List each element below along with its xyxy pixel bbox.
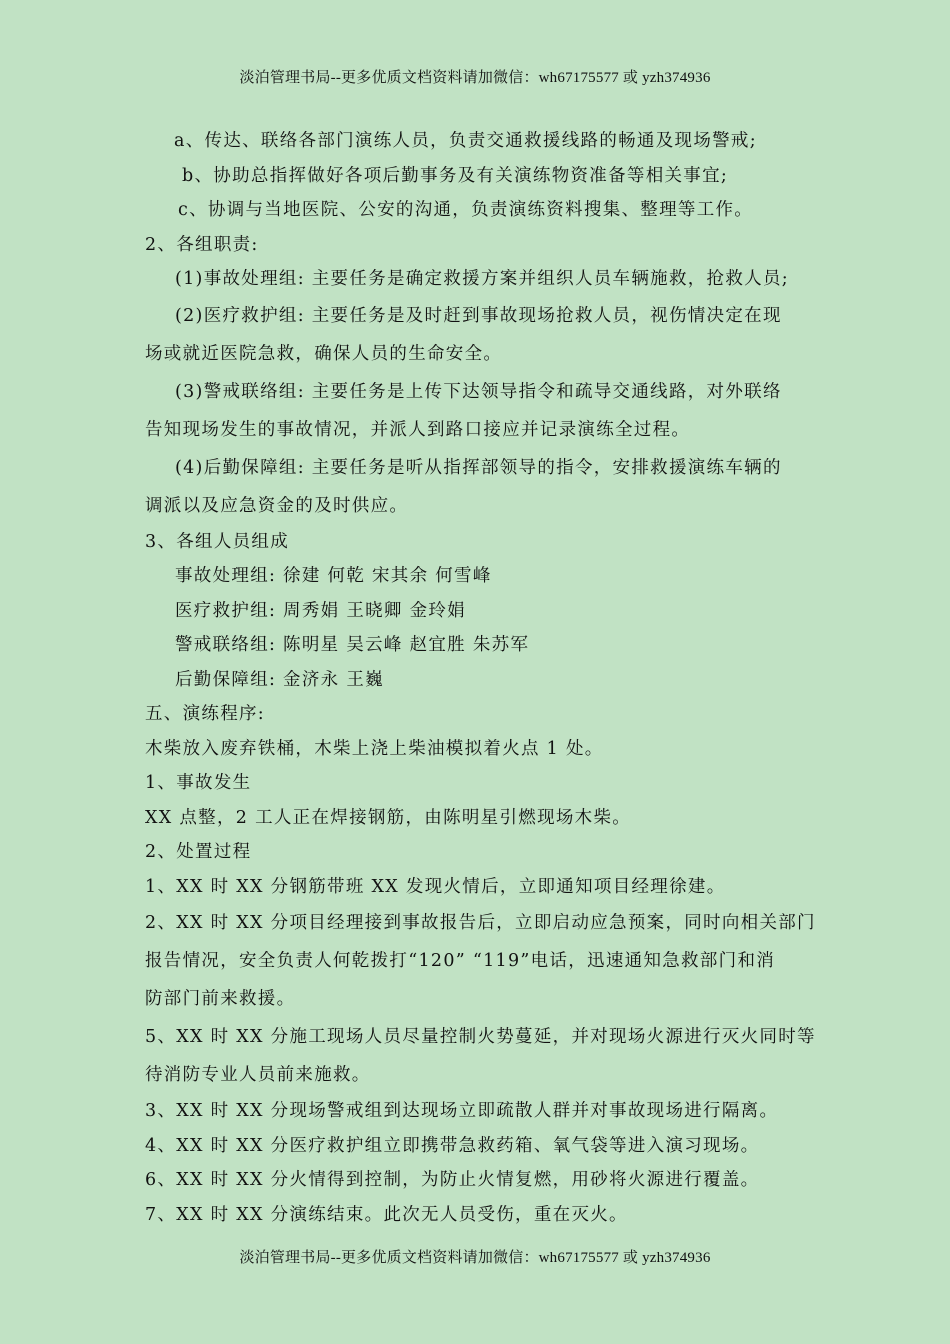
paragraph-line: XX 点整，2 工人正在焊接钢筋，由陈明星引燃现场木柴。 [145, 807, 632, 828]
paragraph-line: 告知现场发生的事故情况，并派人到路口接应并记录演练全过程。 [145, 419, 691, 440]
team-members-line: 警戒联络组: 陈明星 吴云峰 赵宜胜 朱苏军 [175, 635, 530, 655]
section-heading: 3、各组人员组成 [145, 531, 290, 552]
procedure-step: 报告情况，安全负责人何乾拨打“120” “119”电话，迅速通知急救部门和消 [145, 951, 776, 971]
section-heading: 五、演练程序: [145, 704, 265, 724]
paragraph-line: (1)事故处理组: 主要任务是确定救援方案并组织人员车辆施救，抢救人员; [175, 269, 789, 289]
paragraph-line: 场或就近医院急救，确保人员的生命安全。 [145, 343, 503, 364]
procedure-step: 3、XX 时 XX 分现场警戒组到达现场立即疏散人群并对事故现场进行隔离。 [145, 1101, 779, 1121]
paragraph-line: (3)警戒联络组: 主要任务是上传下达领导指令和疏导交通线路，对外联络 [175, 381, 782, 402]
paragraph-line: 调派以及应急资金的及时供应。 [145, 495, 409, 516]
document-body [145, 124, 816, 1232]
team-members-line: 事故处理组: 徐建 何乾 宋其余 何雪峰 [175, 566, 492, 586]
procedure-step: 1、XX 时 XX 分钢筋带班 XX 发现火情后，立即通知项目经理徐建。 [145, 876, 726, 897]
paragraph-line: 木柴放入废弃铁桶，木柴上浇上柴油模拟着火点 1 处。 [145, 738, 604, 759]
section-heading: 2、各组职责: [145, 234, 259, 255]
duty-item-a: a、传达、联络各部门演练人员，负责交通救援线路的畅通及现场警戒; [174, 131, 757, 151]
team-members-line: 后勤保障组: 金济永 王巍 [175, 669, 384, 690]
duty-item-c: c、协调与当地医院、公安的沟通，负责演练资料搜集、整理等工作。 [178, 200, 754, 220]
procedure-step: 2、XX 时 XX 分项目经理接到事故报告后，立即启动应急预案，同时向相关部门 [145, 913, 816, 933]
procedure-step: 防部门前来救援。 [145, 989, 296, 1009]
paragraph-line: (2)医疗救护组: 主要任务是及时赶到事故现场抢救人员，视伤情决定在现 [175, 305, 782, 326]
procedure-step: 4、XX 时 XX 分医疗救护组立即携带急救药箱、氧气袋等进入演习现场。 [145, 1135, 760, 1156]
procedure-step: 5、XX 时 XX 分施工现场人员尽量控制火势蔓延，并对现场火源进行灭火同时等 [145, 1027, 816, 1047]
team-members-line: 医疗救护组: 周秀娟 王晓卿 金玲娟 [175, 600, 466, 621]
page-header-watermark: 淡泊管理书局--更多优质文档资料请加微信：wh67175577 或 yzh374936 [239, 70, 711, 86]
paragraph-line: (4)后勤保障组: 主要任务是听从指挥部领导的指令，安排救援演练车辆的 [175, 457, 782, 478]
section-heading: 2、处置过程 [145, 842, 252, 862]
procedure-step: 待消防专业人员前来施救。 [145, 1065, 371, 1085]
duty-item-b: b、协助总指挥做好各项后勤事务及有关演练物资准备等相关事宜; [182, 165, 729, 186]
procedure-step: 7、XX 时 XX 分演练结束。此次无人员受伤，重在灭火。 [145, 1204, 628, 1225]
section-heading: 1、事故发生 [145, 773, 252, 793]
procedure-step: 6、XX 时 XX 分火情得到控制，为防止火情复燃，用砂将火源进行覆盖。 [145, 1170, 760, 1190]
page-footer-watermark: 淡泊管理书局--更多优质文档资料请加微信：wh67175577 或 yzh374936 [239, 1250, 711, 1266]
